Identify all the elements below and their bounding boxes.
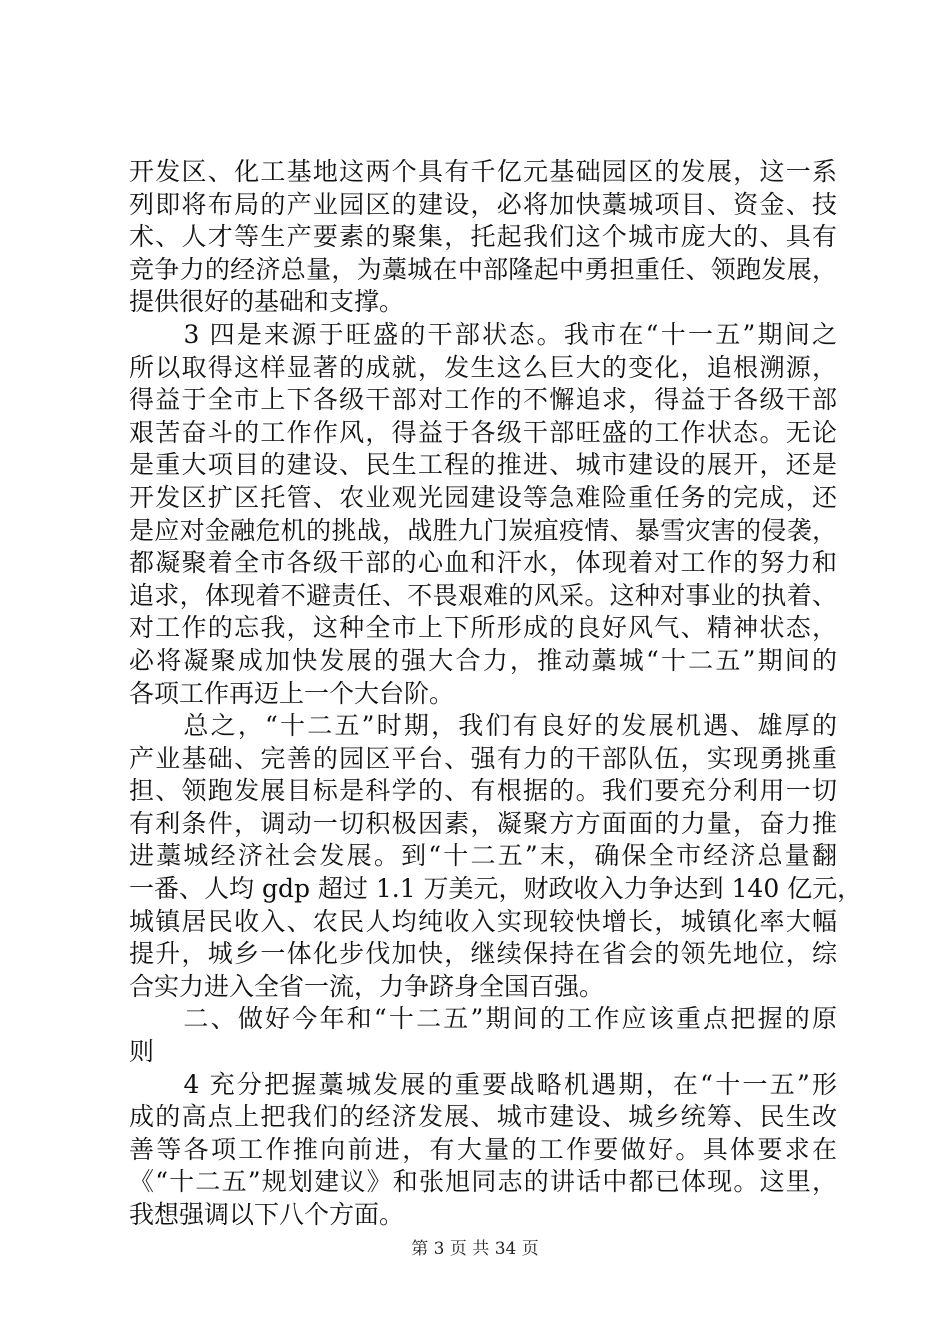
text-line: 开发区扩区托管、农业观光园建设等急难险重任务的完成，还 xyxy=(129,482,837,512)
text-line: 城镇居民收入、农民人均纯收入实现较快增长，城镇化率大幅 xyxy=(129,906,837,936)
text-line: 各项工作再迈上一个大台阶。 xyxy=(129,678,455,708)
text-line: 都凝聚着全市各级干部的心血和汗水，体现着对工作的努力和 xyxy=(129,548,837,578)
text-line: 进藁城经济社会发展。到“十二五”末，确保全市经济总量翻 xyxy=(129,841,837,871)
text-line: 产业基础、完善的园区平台、强有力的干部队伍，实现勇挑重 xyxy=(129,743,837,773)
text-line: 3 四是来源于旺盛的干部状态。我市在“十一五”期间之 xyxy=(129,319,837,349)
text-line: 提升，城乡一体化步伐加快，继续保持在省会的领先地位，综 xyxy=(129,939,837,969)
page-footer: 第 3 页 共 34 页 xyxy=(411,1239,539,1259)
text-line: 《“十二五”规划建议》和张旭同志的讲话中都已体现。这里， xyxy=(129,1167,837,1197)
text-line: 成的高点上把我们的经济发展、城市建设、城乡统筹、民生改 xyxy=(129,1102,837,1132)
text-line: 必将凝聚成加快发展的强大合力，推动藁城“十二五”期间的 xyxy=(129,645,837,675)
text-line: 有利条件，调动一切积极因素，凝聚方方面面的力量，奋力推 xyxy=(129,808,837,838)
text-line: 则 xyxy=(129,1037,155,1067)
text-line: 追求，体现着不避责任、不畏艰难的风采。这种对事业的执着、 xyxy=(129,580,837,610)
text-line: 4 充分把握藁城发展的重要战略机遇期，在“十一五”形 xyxy=(129,1069,837,1099)
text-line: 竞争力的经济总量，为藁城在中部隆起中勇担重任、领跑发展， xyxy=(129,254,837,284)
text-line: 对工作的忘我，这种全市上下所形成的良好风气、精神状态， xyxy=(129,613,837,643)
text-line: 所以取得这样显著的成就，发生这么巨大的变化，追根溯源， xyxy=(129,352,837,382)
text-line: 是应对金融危机的挑战，战胜九门炭疽疫情、暴雪灾害的侵袭， xyxy=(129,515,837,545)
text-line: 合实力进入全省一流，力争跻身全国百强。 xyxy=(129,971,605,1001)
text-line: 开发区、化工基地这两个具有千亿元基础园区的发展，这一系 xyxy=(129,157,837,186)
text-line: 列即将布局的产业园区的建设，必将加快藁城项目、资金、技 xyxy=(129,189,837,219)
document-body xyxy=(129,156,863,1232)
text-line: 担、领跑发展目标是科学的、有根据的。我们要充分利用一切 xyxy=(129,776,837,806)
text-line: 得益于全市上下各级干部对工作的不懈追求，得益于各级干部 xyxy=(129,385,837,415)
text-line: 是重大项目的建设、民生工程的推进、城市建设的展开，还是 xyxy=(129,450,837,480)
text-line: 我想强调以下八个方面。 xyxy=(129,1200,405,1229)
text-line: 提供很好的基础和支撑。 xyxy=(129,287,405,317)
text-line: 总之，“十二五”时期，我们有良好的发展机遇、雄厚的 xyxy=(129,711,837,741)
text-line: 二、做好今年和“十二五”期间的工作应该重点把握的原 xyxy=(129,1004,837,1034)
text-line: 善等各项工作推向前进，有大量的工作要做好。具体要求在 xyxy=(129,1134,837,1164)
text-line: 艰苦奋斗的工作作风，得益于各级干部旺盛的工作状态。无论 xyxy=(129,417,837,447)
text-line: 术、人才等生产要素的聚集，托起我们这个城市庞大的、具有 xyxy=(129,222,837,252)
text-line: 一番、人均 gdp 超过 1.1 万美元，财政收入力争达到 140 亿元， xyxy=(129,874,863,904)
